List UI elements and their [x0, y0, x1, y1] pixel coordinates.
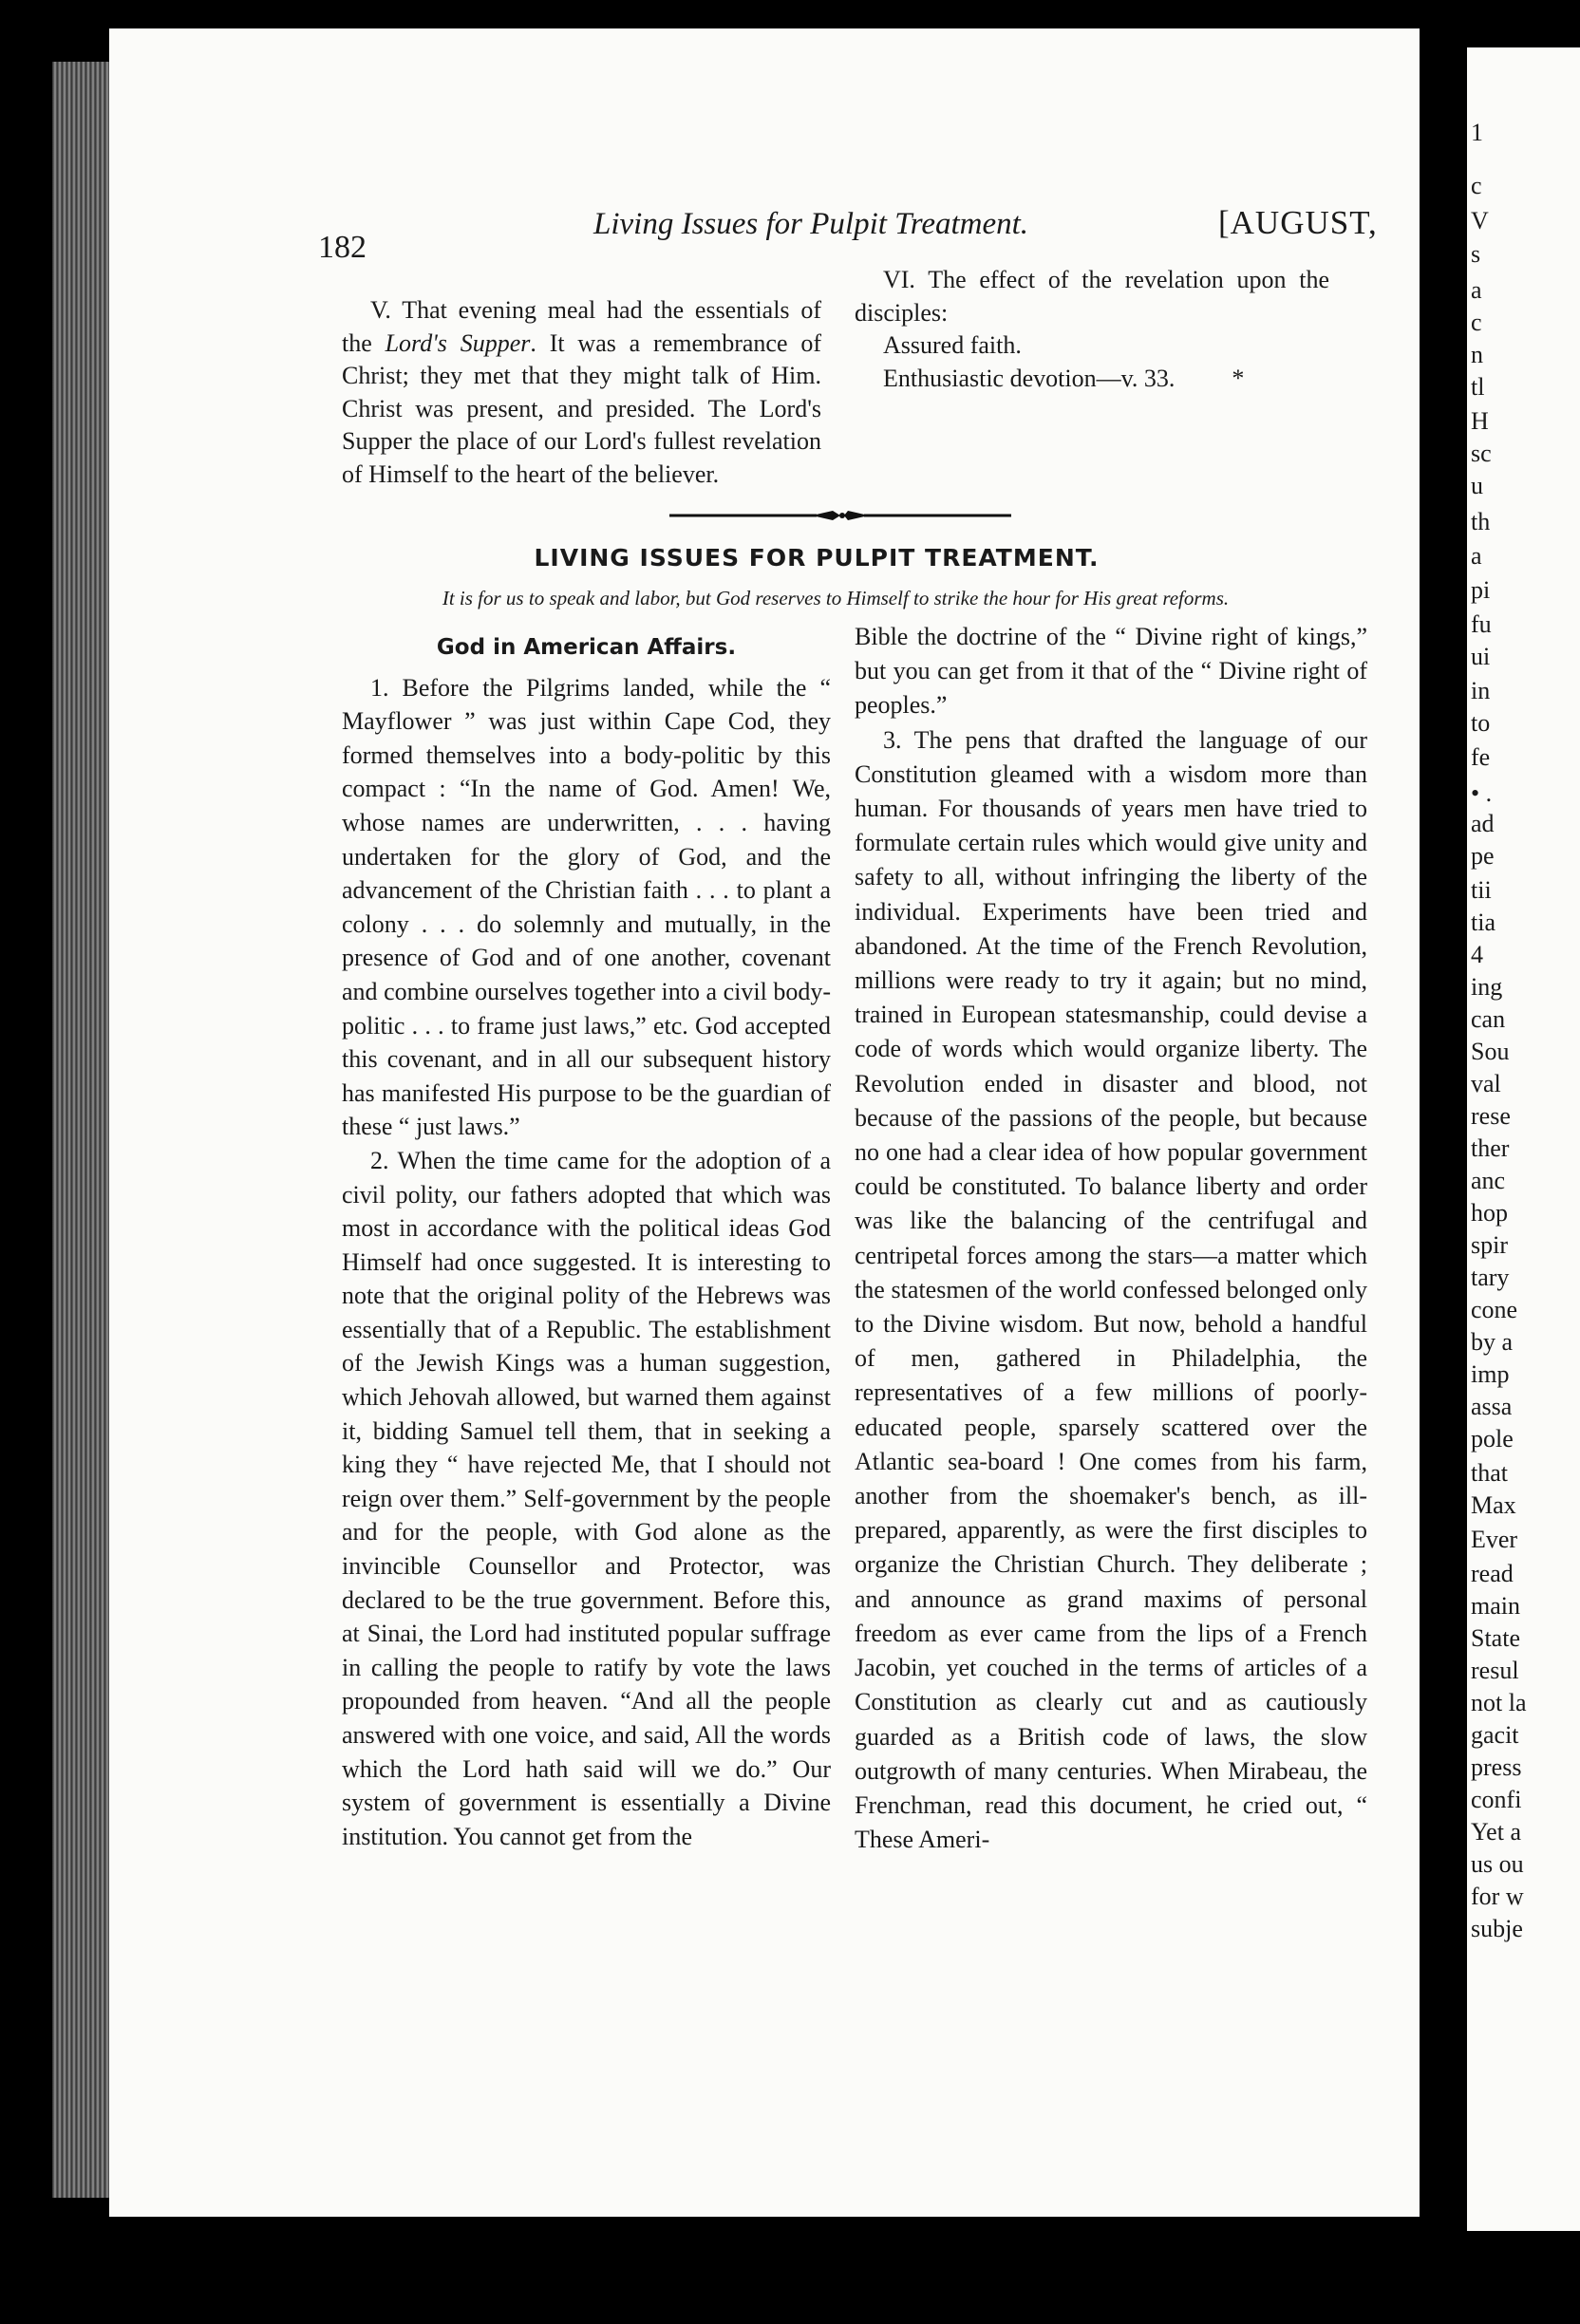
facing-page-fragment: val — [1471, 1070, 1501, 1097]
facing-page-fragment: press — [1471, 1753, 1522, 1781]
article-right-column — [855, 620, 1367, 1857]
facing-page-fragment: State — [1471, 1624, 1520, 1652]
section-epigraph: It is for us to speak and labor, but God reserves to Himself to strike the hour for His great reforms. — [442, 587, 1230, 609]
facing-page-fragment: main — [1471, 1592, 1520, 1620]
asterisk-mark: * — [1232, 364, 1245, 392]
facing-page-fragment: pole — [1471, 1425, 1514, 1452]
facing-page-fragment: V — [1471, 207, 1489, 234]
facing-page-fragment: pi — [1471, 576, 1491, 604]
facing-page-fragment: fu — [1471, 610, 1492, 638]
previous-article-left-column — [342, 294, 821, 491]
effect-item — [855, 363, 1329, 396]
previous-article-right-column — [855, 264, 1329, 395]
facing-page-fragment: ui — [1471, 643, 1491, 670]
facing-page-fragment: Sou — [1471, 1038, 1510, 1065]
article-paragraph-2-continued: Bible the doctrine of the “ Divine right of kings,” but you can get from it that of the “ Divine right of peoples.” — [855, 623, 1367, 720]
article-paragraph-2: 2. When the time came for the adoption of a civil polity, our fathers adopted that which was most in accordance with the political ideas God Himself had once suggested. It is interesting to note that the original polity of the Hebrews was essentially that of a Republic. The establishment of the Jewish Kings was a human suggestion, which Jehovah allowed, but warned them against it, bidding Samuel tell them, that in seeking a king they “ have rejected Me, that I should not reign over them.” Self-government by the people and for the people, with God alone as the invincible Counsellor and Protector, was declared to be the true government. Before this, at Sinai, the Lord had instituted popular suffrage in calling the people to ratify by vote the laws propounded from heaven. “And all the people answered with one voice, and said, All the words which the Lord hath said will we do.” Our system of government is essentially a Divine institution. You cannot get from the — [342, 1146, 831, 1850]
facing-page-fragment: for w — [1471, 1883, 1524, 1910]
facing-page-fragment: pe — [1471, 842, 1495, 870]
running-title: Living Issues for Pulpit Treatment. — [593, 207, 1029, 241]
point-v-text-continued: . It was a remembrance of Christ; they met that they might talk of Him. Christ was present, and presided. The Lord's Supper the place of our Lord's fullest revelation of Himself to the heart of the believer. — [342, 328, 821, 488]
facing-page-fragment: by a — [1471, 1328, 1514, 1356]
facing-page-fragment: that — [1471, 1459, 1508, 1487]
facing-page-fragment: sc — [1471, 440, 1492, 467]
facing-page-fragment: n — [1471, 341, 1483, 368]
article-left-column — [342, 631, 831, 1853]
facing-page-fragment: tl — [1471, 373, 1485, 401]
facing-page-fragment: can — [1471, 1005, 1506, 1033]
section-title: LIVING ISSUES FOR PULPIT TREATMENT. — [534, 544, 1100, 572]
facing-page-fragment: ing — [1471, 973, 1503, 1001]
facing-page-fragment: s — [1471, 240, 1481, 268]
effect-item-text: Enthusiastic devotion—v. 33. — [883, 364, 1176, 392]
ornament-rule — [669, 508, 1011, 523]
article-title: God in American Affairs. — [436, 635, 737, 660]
facing-page-fragment: ad — [1471, 810, 1495, 837]
point-v-italic: Lord's Supper — [385, 328, 531, 357]
page-number: 182 — [318, 230, 367, 265]
facing-page-fragment: 1 — [1471, 119, 1483, 146]
point-v-text: V. That evening meal had the essentials of the — [342, 296, 821, 357]
facing-page-fragment: fe — [1471, 743, 1491, 771]
point-vi: VI. The effect of the revelation upon the disciples: — [855, 266, 1329, 327]
facing-page-fragment: rese — [1471, 1102, 1511, 1130]
facing-page-fragment: read — [1471, 1560, 1514, 1587]
book-gutter — [1420, 0, 1467, 2324]
facing-page-fragment: c — [1471, 172, 1482, 199]
facing-page-fragment: a — [1471, 276, 1482, 304]
facing-page-fragment: gacit — [1471, 1721, 1519, 1749]
point-v — [342, 294, 821, 491]
facing-page-fragment: Ever — [1471, 1526, 1518, 1553]
book-page-edges — [52, 62, 111, 2198]
facing-page-fragment: resul — [1471, 1657, 1519, 1684]
facing-page-fragment: subje — [1471, 1915, 1523, 1942]
article-paragraph-1: 1. Before the Pilgrims landed, while the “ Mayflower ” was just within Cape Cod, they formed themselves into a body-politic by this compact : “In the name of God. Amen! We, whose names are underwritten, . . . having undertaken for the glory of God, and the advancement of the Christian faith . . . to plant a colony . . . do solemnly and mutually, in the presence of God and of one another, covenant and combine ourselves together into a civil body-politic . . . to frame just laws,” etc. God accepted this covenant, and in all our subsequent history has manifested His purpose to be the guardian of these “ just laws.” — [342, 673, 831, 1141]
facing-page-fragment: to — [1471, 709, 1491, 737]
effect-item: Assured faith. — [883, 331, 1022, 359]
facing-page-fragment: hop — [1471, 1199, 1508, 1227]
article-paragraph-3: 3. The pens that drafted the language of our Constitution gleamed with a wisdom more than human. For thousands of years men have tried to formulate certain rules which would give unity and safety to all, without infringing the liberty of the individual. Experiments have been tried and abandoned. At the time of the French Revolution, millions were ready to try it again; but no mind, trained in European statesmanship, could devise a code of words which would organize liberty. The Revolution ended in disaster and blood, not because of the passions of the people, but because no one had a clear idea of how popular government could be constituted. To balance liberty and order was like the balancing of the centrifugal and centripetal forces among the stars—a matter which the statesmen of the world confessed belonged only to the Divine wisdom. But now, behold a handful of men, gathered in Philadelphia, the representatives of a few millions of poorly-educated people, sparsely scattered over the Atlantic sea-board ! One comes from his farm, another from the shoemaker's bench, as ill-prepared, apparently, as were the first disciples to organize the Christian Church. They deliberate ; and announce as grand maxims of personal freedom as ever came from the lips of a French Jacobin, yet couched in the terms of articles of a Constitution as clearly cut and as cautiously guarded as a British code of laws, the slow outgrowth of many centuries. When Mirabeau, the Frenchman, read this document, he cried out, “ These Ameri- — [855, 725, 1367, 1854]
facing-page-fragment: a — [1471, 542, 1482, 570]
facing-page-fragment: tary — [1471, 1264, 1510, 1291]
facing-page-fragment: tia — [1471, 909, 1495, 936]
facing-page-fragment: in — [1471, 677, 1491, 704]
facing-page-fragment: • . — [1471, 779, 1493, 807]
facing-page-fragment: Yet a — [1471, 1818, 1521, 1846]
facing-page-fragment: cone — [1471, 1296, 1518, 1323]
book-page-right-fragment — [1467, 47, 1580, 2231]
facing-page-fragment: tii — [1471, 876, 1492, 904]
facing-page-fragment: imp — [1471, 1360, 1510, 1388]
facing-page-fragment: 4 — [1471, 941, 1483, 968]
facing-page-fragment: confi — [1471, 1786, 1522, 1813]
facing-page-fragment: c — [1471, 309, 1482, 336]
facing-page-fragment: assa — [1471, 1393, 1513, 1420]
facing-page-fragment: Max — [1471, 1491, 1516, 1519]
facing-page-fragment: us ou — [1471, 1850, 1524, 1878]
facing-page-fragment: not la — [1471, 1689, 1527, 1716]
facing-page-fragment: ther — [1471, 1134, 1510, 1162]
header-month: [AUGUST, — [1218, 204, 1378, 241]
facing-page-fragment: anc — [1471, 1167, 1506, 1194]
facing-page-fragment: th — [1471, 508, 1491, 535]
facing-page-fragment: spir — [1471, 1231, 1508, 1259]
facing-page-fragment: u — [1471, 472, 1483, 499]
facing-page-fragment: H — [1471, 407, 1489, 435]
